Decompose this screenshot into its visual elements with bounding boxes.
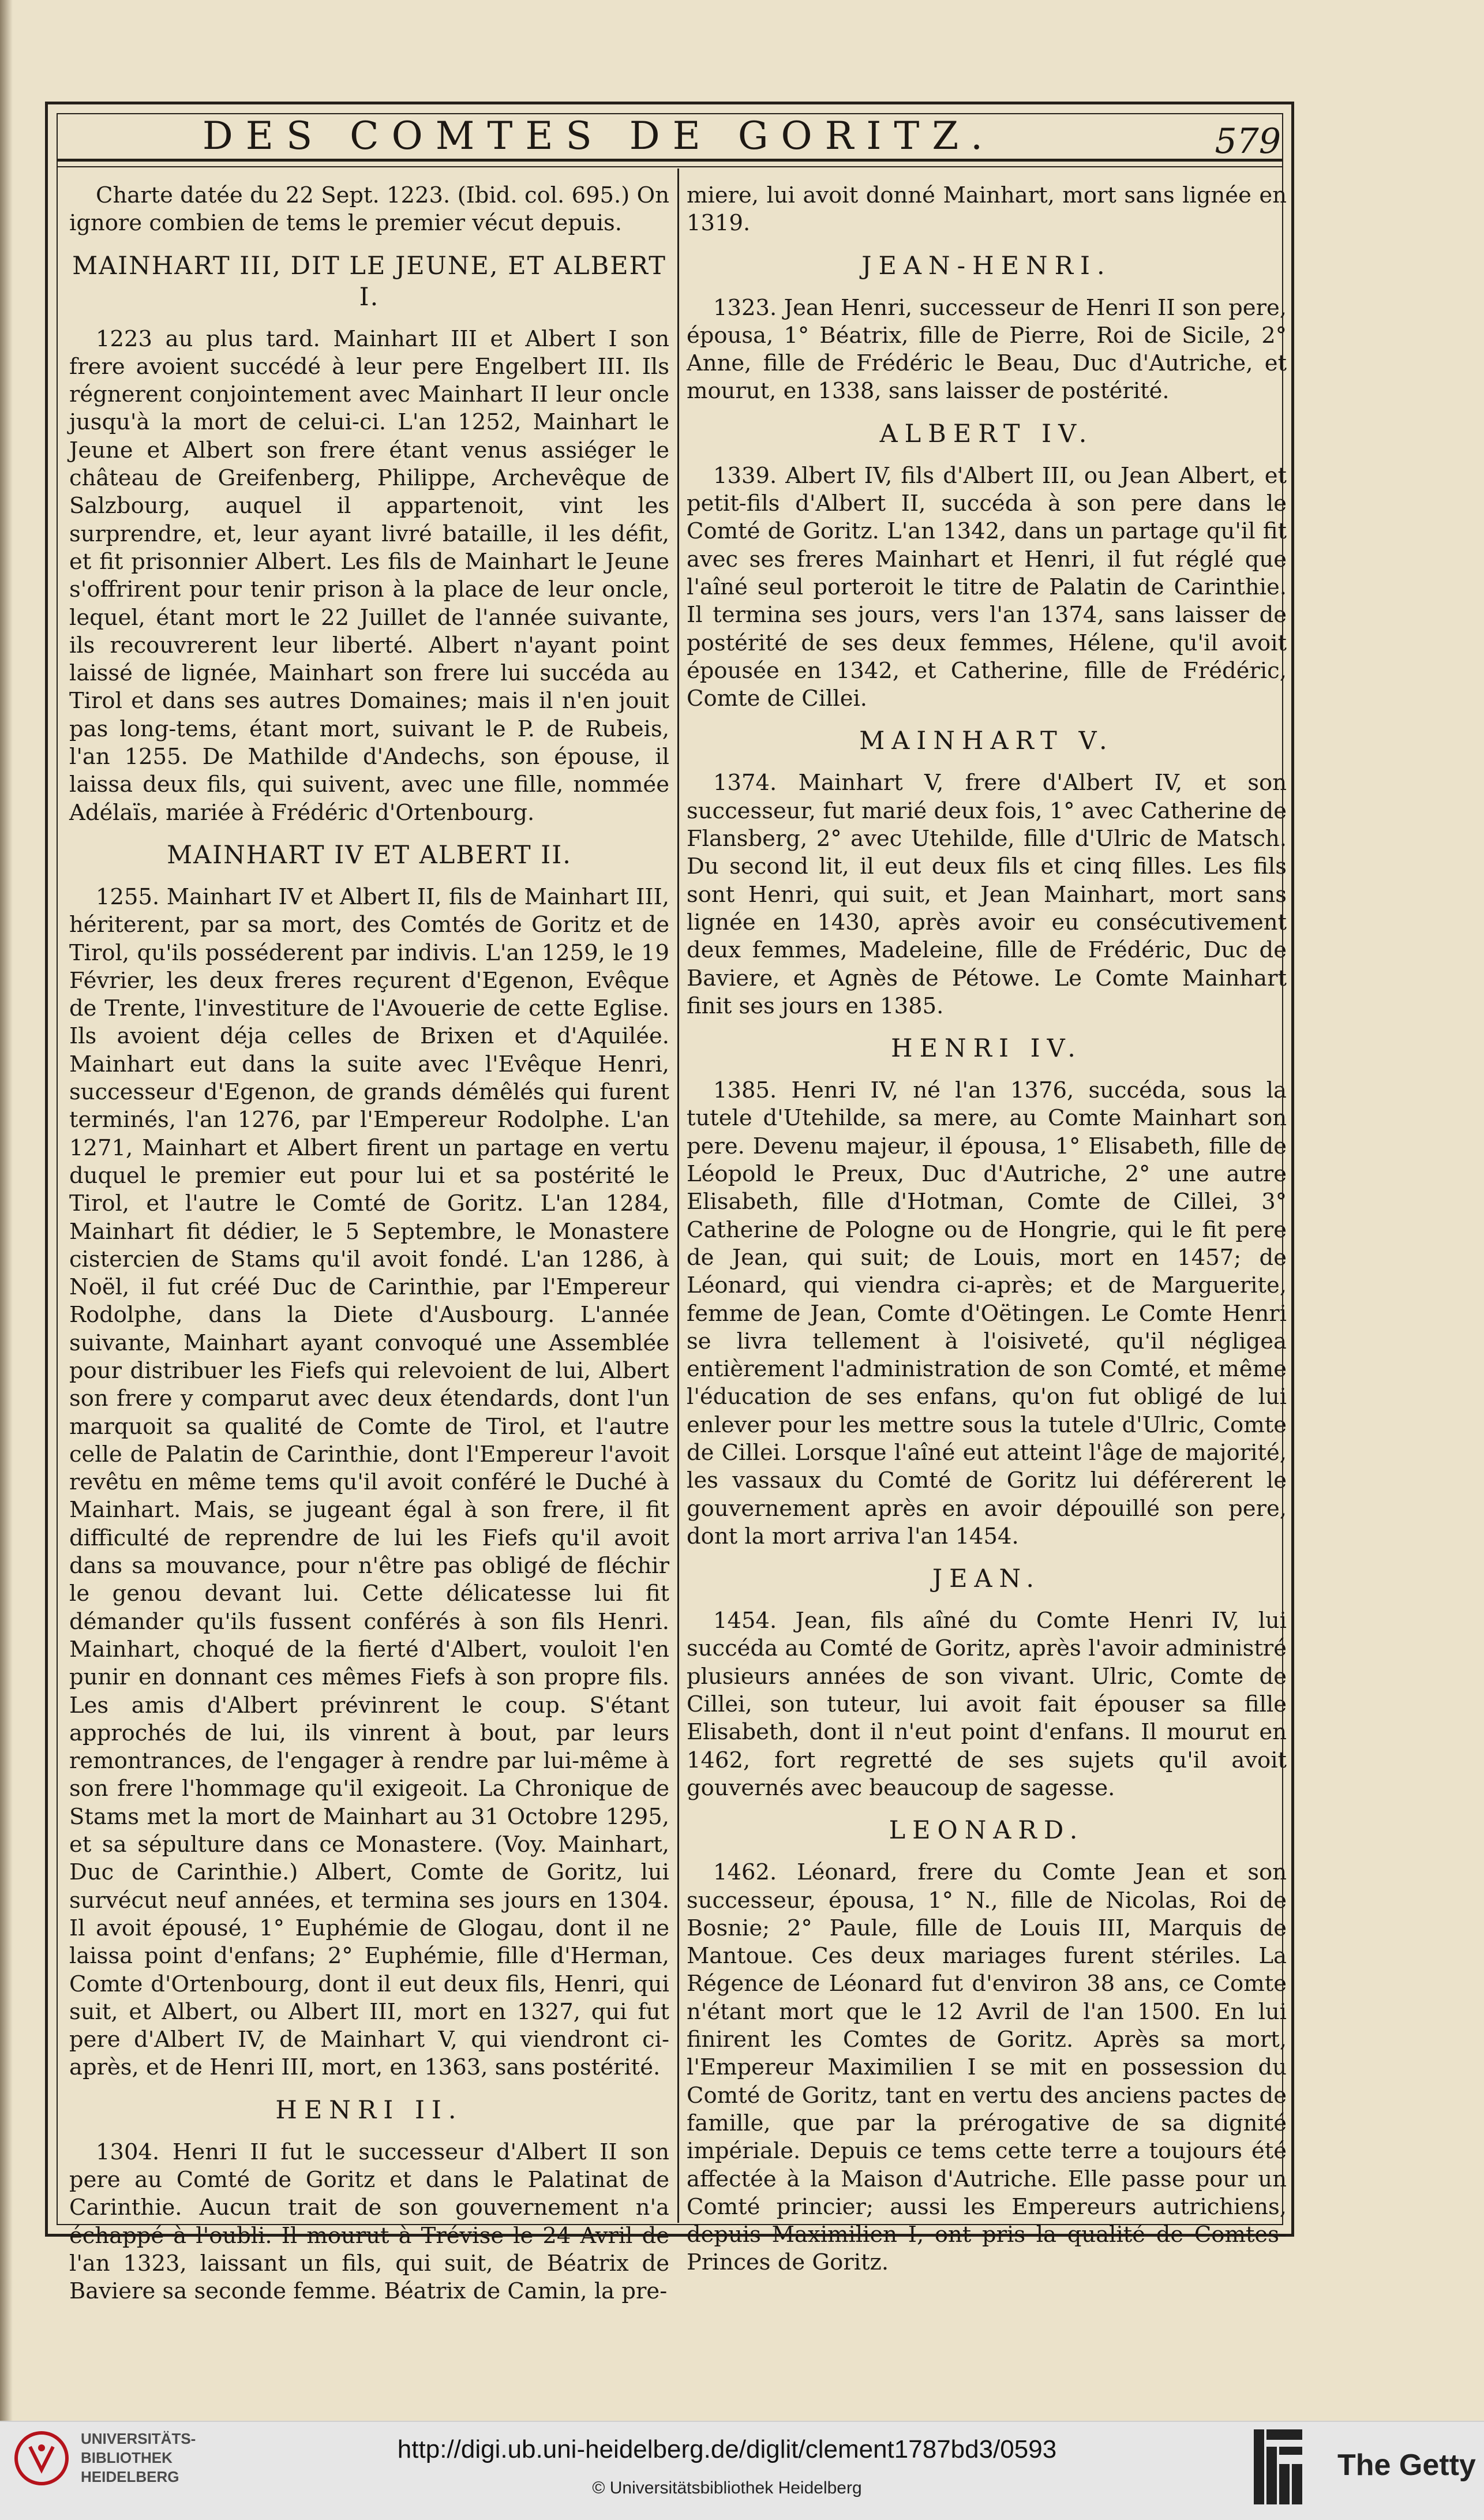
paragraph: 1255. Mainhart IV et Albert II, fils de Mainhart III, hériterent, par sa mort, des Comtés de Goritz et de Tirol, qu'ils posséderent par indivis. L'an 1259, le 19 Février, les deux freres reçurent d'Egenon, Evêque de Trente, l'investiture de l'Avouerie de cette Eglise. Ils avoient déja celles de Brixen et d'Aquilée. Mainhart eut dans la suite avec l'Evêque Henri, successeur d'Egenon, de grands démêlés qui furent terminés, l'an 1276, par l'Empereur Rodolphe. L'an 1271, Mainhart et Albert firent un partage en vertu duquel le premier eut pour lui et sa postérité le Tirol, et l'autre le Comté de Goritz. L'an 1284, Mainhart fit dédier, le 5 Septembre, le Monastere cistercien de Stams qu'il avoit fondé. L'an 1286, à Noël, il fut créé Duc de Carinthie, par l'Empereur Rodolphe, dans la Diete d'Ausbourg. L'année suivante, Mainhart ayant convoqué une Assemblée pour distribuer les Fiefs qui relevoient de lui, Albert son frere y comparut avec deux étendards, dont l'un marquoit sa qualité de Comte de Tirol, et l'autre celle de Palatin de Carinthie, dont l'Empereur l'avoit revêtu en même tems qu'il avoit conféré le Duché à Mainhart. Mais, se jugeant égal à son frere, il fit difficulté de reprendre de lui les Fiefs qu'il avoit dans sa mouvance, pour n'être pas obligé de fléchir le genou devant lui. Cette délicatesse lui fit démander qu'ils fussent conférés à son fils Henri. Mainhart, choqué de la fierté d'Albert, vouloit l'en punir en donnant ces mêmes Fiefs à son propre fils. Les amis d'Albert prévinrent le coup. S'étant approchés de lui, ils vinrent à bout, par leurs remontrances, de l'engager à rendre par lui-même à son frere l'hommage qu'il exigeoit. La Chronique de Stams met la mort de Mainhart au 31 Octobre 1295, et sa sépulture dans ce Monastere. (Voy. Mainhart, Duc de Carinthie.) Albert, Comte de Goritz, lui survécut neuf années, et termina ses jours en 1304. Il avoit épousé, 1° Euphémie de Glogau, dont il ne laissa point d'enfans; 2° Euphémie, fille d'Herman, Comte d'Ortenbourg, dont il eut deux fils, Henri, qui suit, et Albert, ou Albert III, mort en 1327, qui fut pere d'Albert IV, de Mainhart V, qui viendront ci-après, et de Henri III, mort, en 1363, sans postérité. <box>69 883 669 2081</box>
section-heading: MAINHART IV ET ALBERT II. <box>167 840 572 870</box>
section-heading: JEAN. <box>932 1564 1041 1594</box>
paragraph: 1454. Jean, fils aîné du Comte Henri IV, lui succéda au Comté de Goritz, après l'avoir administré plusieurs années de son vivant. Ulric, Comte de Cillei, son tuteur, lui avoit fait épouser sa fille Elisabeth, dont il n'eut point d'enfans. Il mourut en 1462, fort regretté de ses sujets qu'il avoit gouvernés avec beaucoup de sagesse. <box>687 1608 1287 1801</box>
paragraph: 1385. Henri IV, né l'an 1376, succéda, sous la tutele d'Utehilde, sa mere, au Comte Mainhart son pere. Devenu majeur, il épousa, 1° Elisabeth, fille de Léopold le Preux, Duc d'Autriche, 2° une autre Elisabeth, fille d'Hotman, Comte de Cillei, 3° Catherine de Pologne ou de Hongrie, qui le fit pere de Jean, qui suit; de Louis, mort en 1457; de Léonard, qui viendra ci-après; et de Marguerite, femme de Jean, Comte d'Oëtingen. Le Comte Henri se livra tellement à l'oisiveté, qu'il négligea entièrement l'administration de son Comté, et même l'éducation de ses enfans, qu'on fut obligé de lui enlever pour les mettre sous la tutele d'Ulric, Comte de Cillei. Lorsque l'aîné eut atteint l'âge de majorité, les vassaux du Comté de Goritz lui déférerent le gouvernement après en avoir dépouillé son pere, dont la mort arriva l'an 1454. <box>687 1077 1287 1549</box>
section-heading: HENRI II. <box>275 2095 463 2125</box>
paragraph: 1223 au plus tard. Mainhart III et Albert I son frere avoient succédé à leur pere Engelbert III. Ils régnerent conjointement avec Mainhart II leur oncle jusqu'à la mort de celui-ci. L'an 1252, Mainhart le Jeune et Albert son frere étant venus assiéger le château de Greifenberg, Philippe, Archevêque de Salzbourg, auquel il appartenoit, vint les surprendre, et, leur ayant livré bataille, il les défit, et fit prisonnier Albert. Les fils de Mainhart le Jeune s'offrirent pour tenir prison à la place de leur oncle, lequel, étant mort le 22 Juillet de l'année suivante, ils recouvrerent leur liberté. Albert n'ayant point laissé de lignée, Mainhart son frere lui succéda au Tirol et dans ses autres Domaines; mais il n'en jouit pas long-tems, étant mort, suivant le P. de Rubeis, l'an 1255. De Mathilde d'Andechs, son épouse, il laissa deux fils, qui suivent, avec une fille, nommée Adélaïs, mariée à Frédéric d'Ortenbourg. <box>69 325 669 826</box>
binding-gutter-shadow <box>0 0 13 2421</box>
library-name-line-2: BIBLIOTHEK <box>81 2449 173 2466</box>
section-heading: HENRI IV. <box>891 1034 1082 1064</box>
section-heading: JEAN-HENRI. <box>861 251 1112 280</box>
library-name-line-1: UNIVERSITÄTS- <box>81 2430 196 2447</box>
section-heading: MAINHART V. <box>859 727 1114 756</box>
text-column-right <box>687 182 1287 2276</box>
paragraph: 1304. Henri II fut le successeur d'Albert II son pere au Comté de Goritz et dans le Palatinat de Carinthie. Aucun trait de son gouvernement n'a échappé à l'oubli. Il mourut à Trévise le 24 Avril de l'an 1323, laissant un fils, qui suit, de Béatrix de Baviere sa seconde femme. Béatrix de Camin, la pre- <box>69 2139 669 2305</box>
permalink-url[interactable]: http://digi.ub.uni-heidelberg.de/diglit/clement1787bd3/0593 <box>397 2435 1057 2463</box>
getty-logo-icon[interactable] <box>1249 2424 1307 2510</box>
section-heading: ALBERT IV. <box>879 419 1094 448</box>
column-divider <box>677 169 679 2223</box>
paragraph: Charte datée du 22 Sept. 1223. (Ibid. col. 695.) On ignore combien de tems le premier vécut depuis. <box>69 182 669 237</box>
heidelberg-university-library-logo-icon[interactable] <box>13 2429 70 2487</box>
paragraph: 1339. Albert IV, fils d'Albert III, ou Jean Albert, et petit-fils d'Albert II, succéda à son pere dans le Comté de Goritz. L'an 1342, dans un partage qu'il fit avec ses freres Mainhart et Henri, il fut réglé que l'aîné seul porteroit le titre de Palatin de Carinthie. Il termina ses jours, vers l'an 1374, sans laisser de postérité de ses deux femmes, Hélene, qu'il avoit épousée en 1342, et Catherine, fille de Frédéric, Comte de Cillei. <box>687 462 1287 712</box>
header-rule <box>57 159 1283 162</box>
partner-name[interactable]: The Getty <box>1337 2448 1476 2482</box>
library-name[interactable] <box>81 2429 196 2487</box>
section-heading: LEONARD. <box>889 1816 1085 1845</box>
section-heading: MAINHART III, DIT LE JEUNE, ET ALBERT I. <box>72 251 666 312</box>
copyright-notice: © Universitätsbibliothek Heidelberg <box>592 2478 862 2497</box>
paragraph: 1323. Jean Henri, successeur de Henri II son pere, épousa, 1° Béatrix, fille de Pierre, Roi de Sicile, 2° Anne, fille de Frédéric le Beau, Duc d'Autriche, et mourut, en 1338, sans laisser de postérité. <box>687 294 1287 405</box>
paragraph: 1462. Léonard, frere du Comte Jean et son successeur, épousa, 1° N., fille de Nicolas, Roi de Bosnie; 2° Paule, fille de Louis III, Marquis de Mantoue. Ces deux mariages furent stériles. La Régence de Léonard fut d'environ 38 ans, ce Comte n'étant mort que le 12 Avril de l'an 1500. En lui finirent les Comtes de Goritz. Après sa mort, l'Empereur Maximilien I se mit en possession du Comté de Goritz, tant en vertu des anciens pactes de famille, que par la prérogative de sa dignité impériale. Depuis ce tems cette terre a toujours été affectée à la Maison d'Autriche. Elle passe pour un Comté princier; aussi les Empereurs autrichiens, depuis Maximilien I, ont pris la qualité de Comtes-Princes de Goritz. <box>687 1859 1287 2276</box>
paragraph: 1374. Mainhart V, frere d'Albert IV, et son successeur, fut marié deux fois, 1° avec Catherine de Flansberg, 2° avec Utehilde, fille d'Ulric de Matsch. Du second lit, il eut deux fils et cinq filles. Les fils sont Henri, qui suit, et Jean Mainhart, mort sans lignée en 1430, après avoir eu consécutivement deux femmes, Madeleine, fille de Frédéric, Duc de Baviere, et Agnès de Pétowe. Le Comte Mainhart finit ses jours en 1385. <box>687 770 1287 1019</box>
text-column-left <box>69 182 669 2305</box>
library-name-line-3: HEIDELBERG <box>81 2468 179 2485</box>
page-number: 579 <box>1215 121 1281 162</box>
running-title: DES COMTES DE GORITZ. <box>202 114 996 158</box>
paragraph: miere, lui avoit donné Mainhart, mort sans lignée en 1319. <box>687 182 1287 237</box>
header-rule-thin <box>57 166 1283 167</box>
